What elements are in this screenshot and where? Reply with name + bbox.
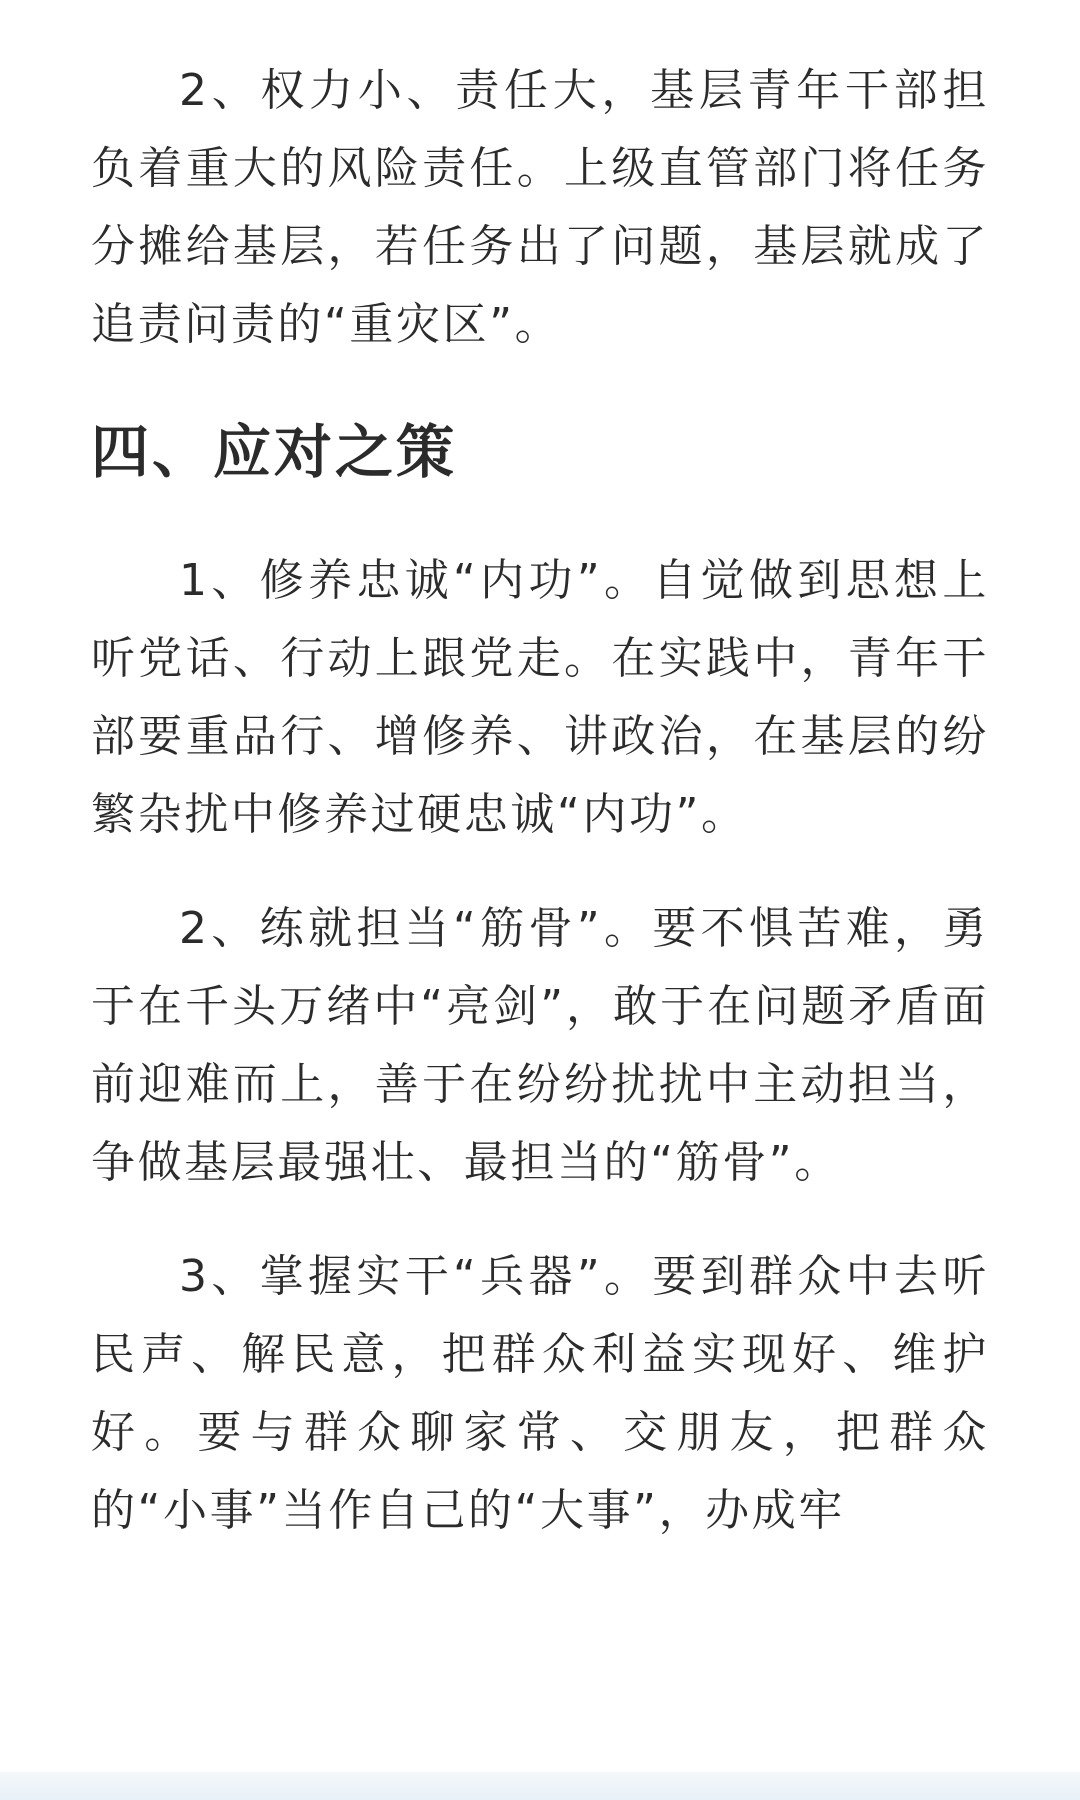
section-heading: 四、应对之策 — [91, 418, 458, 486]
bottom-strip — [0, 1772, 1080, 1800]
paragraph-practice: 3、掌握实干“兵器”。要到群众中去听民声、解民意，把群众利益实现好、维护好。要与群众聊家常、交朋友，把群众的“小事”当作自己的“大事”，办成牢 — [91, 1251, 989, 1536]
article-body — [91, 52, 989, 1550]
paragraph-loyalty: 1、修养忠诚“内功”。自觉做到思想上听党话、行动上跟党走。在实践中，青年干部要重品行、增修养、讲政治，在基层的纷繁杂扰中修养过硬忠诚“内功”。 — [91, 555, 989, 840]
paragraph-responsibility: 2、练就担当“筋骨”。要不惧苦难，勇于在千头万绪中“亮剑”，敢于在问题矛盾面前迎难而上，善于在纷纷扰扰中主动担当，争做基层最强壮、最担当的“筋骨”。 — [91, 903, 989, 1188]
intro-paragraph: 2、权力小、责任大，基层青年干部担负着重大的风险责任。上级直管部门将任务分摊给基层，若任务出了问题，基层就成了追责问责的“重灾区”。 — [91, 65, 989, 350]
